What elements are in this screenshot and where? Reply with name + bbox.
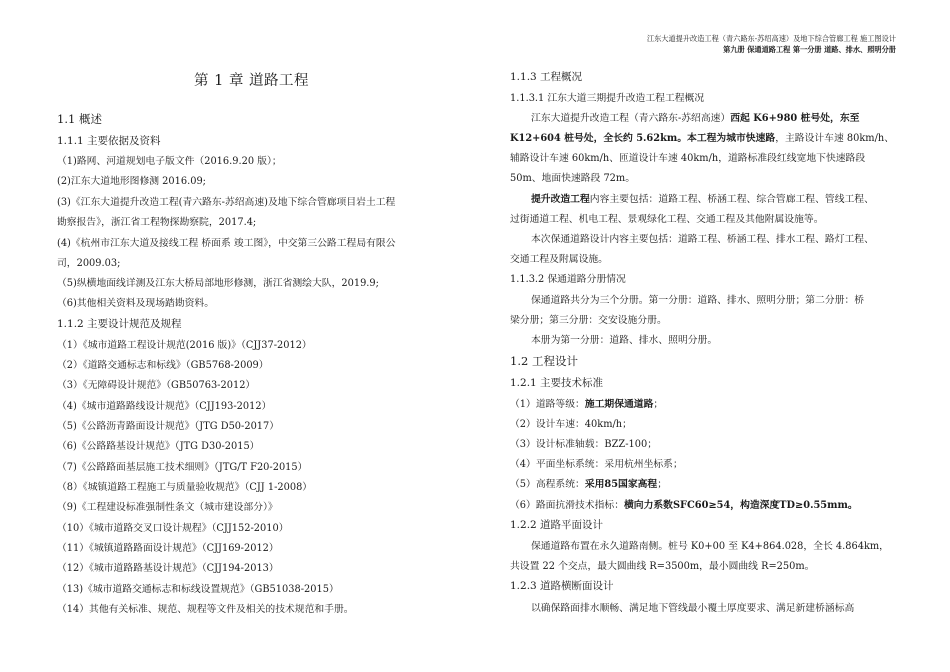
standard-line [510, 396, 663, 410]
spec-line: （8）《城镇道路工程施工与质量验收规范》（CJJ 1-2008） [57, 482, 313, 493]
overview-text: ，主路设计车速 80km/h、 [775, 133, 894, 144]
overview-line [510, 130, 894, 144]
section-1-2-1-heading: 1.2.1 主要技术标准 [510, 377, 604, 389]
spec-line: （1）《城市道路工程设计规范(2016 版)》（CJJ37-2012） [57, 340, 312, 351]
volume-line: 保通道路共分为三个分册。第一分册：道路、排水、照明分册；第二分册：桥 [531, 295, 865, 306]
basis-line: 司，2009.03; [57, 258, 121, 269]
basis-line: （5)纵横地面线详测及江东大桥局部地形修测，浙江省测绘大队，2019.9; [57, 278, 379, 289]
header-volume-title: 第九册 保通道路工程 第一分册 道路、排水、照明分册 [723, 45, 896, 54]
standard-line: （3）设计标准轴载：BZZ-100； [510, 439, 658, 450]
standard-punct: ； [653, 399, 664, 410]
standard-label: （1）道路等级： [510, 399, 585, 410]
section-1-2-2-heading: 1.2.2 道路平面设计 [510, 519, 604, 531]
standard-punct: ； [657, 479, 668, 490]
plan-line: 共设置 22 个交点，最大圆曲线 R=3500m，最小圆曲线 R=250m。 [510, 561, 815, 572]
volume-line: 本册为第一分册：道路、排水、照明分册。 [531, 335, 718, 346]
standard-label: （6）路面抗滑技术指标： [510, 500, 624, 511]
spec-line: （7)《公路路面基层施工技术细则》（JTG/T F20-2015） [57, 462, 308, 473]
section-1-2-3-heading: 1.2.3 道路横断面设计 [510, 580, 614, 592]
basis-line: （6)其他相关资料及现场踏勘资料。 [57, 298, 215, 309]
section-1-1-3-1-heading: 1.1.3.1 江东大道三期提升改造工程工程概况 [510, 93, 705, 104]
spec-line: （5)《公路沥青路面设计规范》（JTG D50-2017） [57, 421, 280, 432]
standard-line [510, 497, 858, 511]
spec-line: （2）《道路交通标志和标线》（GB5768-2009） [57, 360, 269, 371]
section-1-1-3-heading: 1.1.3 工程概况 [510, 71, 583, 83]
basis-line: (2)江东大道地形图修测 2016.09; [57, 176, 206, 187]
overview-line [531, 191, 874, 205]
section-1-1-1-heading: 1.1.1 主要依据及资料 [57, 135, 161, 147]
standard-line: （4）平面坐标系统：采用杭州坐标系； [510, 459, 683, 470]
header-project-title: 江东大道提升改造工程（青六路东-苏绍高速）及地下综合管廊工程 施工图设计 [646, 34, 896, 43]
overview-line: 过街通道工程、机电工程、景观绿化工程、交通工程及其他附属设施等。 [510, 214, 824, 225]
overview-text: 江东大道提升改造工程（青六路东-苏绍高速） [531, 113, 731, 124]
standard-label: （5）高程系统： [510, 479, 585, 490]
spec-line: （4)《城市道路路线设计规范》（CJJ193-2012） [57, 401, 272, 412]
standard-value: 横向力系数SFC60≥54，构造深度TD≥0.55mm。 [624, 500, 858, 511]
standard-value: 采用85国家高程 [584, 479, 658, 490]
plan-line: 保通道路布置在永久道路南侧。桩号 K0+00 至 K4+864.028，全长 4.864km， [531, 541, 889, 552]
chapter-title: 第 1 章 道路工程 [194, 73, 310, 89]
overview-line: 本次保通道路设计内容主要包括：道路工程、桥涵工程、排水工程、路灯工程、 [531, 234, 874, 245]
overview-line: 辅路设计车速 60km/h、匝道设计车速 40km/h，道路标准段红线宽地下快速路段 [510, 153, 866, 164]
basis-line: (4)《杭州市江东大道及接线工程 桥面系 竣工图》，中交第三公路工程局有限公 [57, 238, 396, 249]
cross-section-line: 以确保路面排水顺畅、满足地下管线最小覆土厚度要求、满足新建桥涵标高 [531, 603, 855, 614]
overview-line [531, 110, 859, 124]
spec-line: （6)《公路路基设计规范》（JTG D30-2015） [57, 441, 260, 452]
overview-line: 50m、地面快速路段 72m。 [510, 173, 636, 184]
standard-line: （2）设计车速：40km/h； [510, 419, 632, 430]
overview-bold-text: 西起 K6+980 桩号处，东至 [730, 113, 860, 124]
spec-line: （13)《城市道路交通标志和标线设置规范》（GB51038-2015） [57, 584, 339, 595]
spec-line: （14）其他有关标准、规范、规程等文件及相关的技术规范和手册。 [57, 604, 354, 615]
overview-bold-text: 提升改造工程 [531, 194, 590, 205]
spec-line: （9)《工程建设标准强制性条文（城市建设部分）》 [57, 502, 278, 513]
spec-line: （12）《城市道路路基设计规范》（CJJ194-2013） [57, 563, 279, 574]
basis-line: (3)《江东大道提升改造工程(青六路东-苏绍高速)及地下综合管廊项目岩土工程 [57, 197, 396, 208]
section-1-1-heading: 1.1 概述 [57, 112, 102, 126]
spec-line: （3）《无障碍设计规范》（GB50763-2012） [57, 380, 256, 391]
basis-line: （1)路网、河道规划电子版文件（2016.9.20 版）； [57, 156, 282, 167]
basis-line: 勘察报告》，浙江省工程物探勘察院，2017.4; [57, 217, 257, 228]
section-1-2-heading: 1.2 工程设计 [510, 354, 578, 368]
spec-line: （10）《城市道路交叉口设计规程》（CJJ152-2010） [57, 523, 289, 534]
overview-text: 内容主要包括：道路工程、桥涵工程、综合管廊工程、管线工程、 [589, 194, 874, 205]
page-header [647, 33, 896, 55]
spec-line: （11）《城镇道路路面设计规范》（CJJ169-2012） [57, 543, 279, 554]
overview-line: 交通工程及附属设施。 [510, 254, 608, 265]
section-1-1-3-2-heading: 1.1.3.2 保通道路分册情况 [510, 274, 626, 285]
section-1-1-2-heading: 1.1.2 主要设计规范及规程 [57, 318, 182, 330]
overview-bold-text: K12+604 桩号处，全长约 5.62km。本工程为城市快速路 [510, 133, 776, 144]
standard-value: 施工期保通道路 [584, 399, 654, 410]
standard-line [510, 476, 667, 490]
volume-line: 梁分册；第三分册：交安设施分册。 [510, 315, 667, 326]
